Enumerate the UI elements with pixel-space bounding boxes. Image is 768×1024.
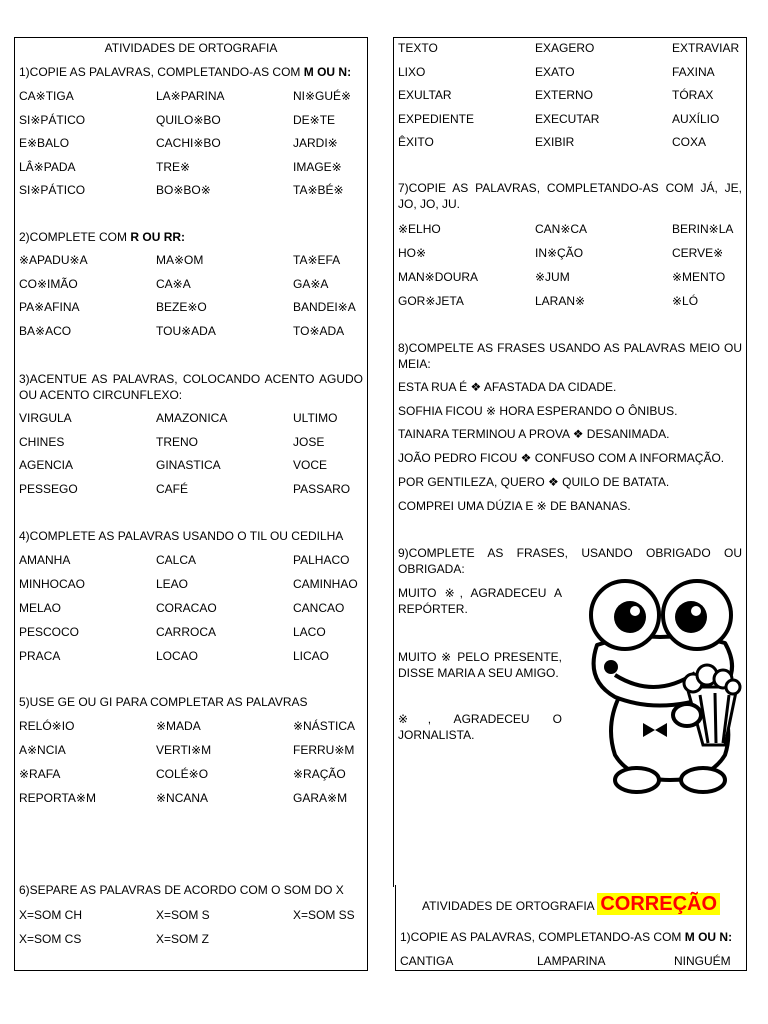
word-cell: CACHI※BO [156,136,221,150]
word-cell: X=SOM Z [156,932,210,946]
q2-instruction: 2)COMPLETE COM R OU RR: [19,230,186,244]
word-cell: TO※ADA [293,323,345,338]
word-cell: TEXTO [398,41,438,55]
word-row [398,270,742,284]
word-cell: CA※TIGA [19,89,74,103]
word-row [19,277,363,291]
word-row [19,183,363,197]
left-worksheet-panel [14,37,368,971]
word-cell: PESCOCO [19,625,80,639]
word-cell: ※NCANA [156,791,209,805]
word-row [398,222,742,236]
word-row [19,113,363,127]
word-cell: COXA [672,135,707,149]
word-cell: FAXINA [672,64,715,79]
word-cell: TÓRAX [672,88,714,102]
word-cell: TA※EFA [293,253,341,267]
q8-sentence: JOÃO PEDRO FICOU ❖ CONFUSO COM A INFORMAÇÃO. [398,451,725,466]
q9-sentence-1: MUITO ※, AGRADECEU A REPÓRTER. [398,586,562,616]
word-row [19,411,363,425]
left-header: ATIVIDADES DE ORTOGRAFIA [104,41,278,55]
word-cell: VIRGULA [19,411,72,425]
word-cell: TA※BÉ※ [293,183,344,197]
word-cell: CERVE※ [672,246,724,260]
word-cell: BANDEI※A [293,300,356,314]
word-cell: PRACA [19,649,61,663]
word-cell: PA※AFINA [19,300,80,314]
word-cell: X=SOM CS [19,932,82,946]
word-cell: DE※TE [293,112,336,127]
word-cell: PASSARO [293,481,351,496]
word-cell: GA※A [293,276,329,291]
word-cell: AMAZONICA [156,411,228,425]
word-row [398,41,742,55]
correction-word: NINGUÉM [674,954,731,968]
word-cell: IN※ÇÃO [535,246,584,260]
q4-instruction: 4)COMPLETE AS PALAVRAS USANDO O TIL OU CEDILHA [19,529,344,543]
word-row [19,553,363,567]
word-cell: ※JUM [535,270,570,284]
word-cell: ※MADA [156,719,201,733]
word-row [19,767,363,781]
word-cell: ※NÁSTICA [293,719,356,733]
q6-instruction: 6)SEPARE AS PALAVRAS DE ACORDO COM O SOM DO X [19,883,344,897]
word-cell: AMANHA [19,553,71,567]
word-cell: LÂ※PADA [19,159,76,174]
word-row [19,324,363,338]
word-cell: LEAO [156,577,189,591]
word-cell: ÊXITO [398,135,434,149]
word-row [19,89,363,103]
word-cell: PESSEGO [19,481,78,496]
correction-word: CANTIGA [400,954,454,968]
word-row [19,743,363,757]
word-cell: JARDI※ [293,136,338,150]
word-cell: LICAO [293,649,330,663]
word-cell: E※BALO [19,136,70,150]
q7-instruction: 7)COPIE AS PALAVRAS, COMPLETANDO-AS COM JÁ, JE, JO, JO, JU. [398,181,742,211]
q1-instruction: 1)COPIE AS PALAVRAS, COMPLETANDO-AS COM M OU N: [19,65,352,79]
word-cell: SI※PÁTICO [19,183,86,197]
word-row [19,458,363,472]
word-cell: CA※A [156,276,191,291]
q9-sentence-3: ※, AGRADECEU O JORNALISTA. [398,712,562,742]
word-cell: MA※OM [156,253,204,267]
word-row [19,719,363,733]
word-cell: IMAGE※ [293,159,342,174]
word-row [398,112,742,126]
word-cell: NI※GUÉ※ [293,89,352,103]
word-cell: AGENCIA [19,458,74,472]
q8-sentence: SOFHIA FICOU ※ HORA ESPERANDO O ÔNIBUS. [398,403,678,418]
word-row [19,160,363,174]
q8-sentence: POR GENTILEZA, QUERO ❖ QUILO DE BATATA. [398,474,670,489]
word-cell: COLÉ※O [156,767,209,781]
word-cell: CAN※CA [535,222,588,236]
word-cell: QUILO※BO [156,112,221,127]
word-row [19,435,363,449]
word-cell: TRENO [156,434,198,449]
correction-word-row [400,954,742,968]
word-row [398,135,742,149]
word-cell: A※NCIA [19,743,66,757]
word-cell: LACO [293,625,326,639]
word-row [19,300,363,314]
word-cell: EXECUTAR [535,111,600,126]
word-cell: EXIBIR [535,135,575,149]
word-cell: LIXO [398,64,426,79]
word-cell: VOCE [293,458,328,472]
word-cell: CORACAO [156,601,217,615]
word-cell: CHINES [19,434,65,449]
q9-instruction: 9)COMPLETE AS FRASES, USANDO OBRIGADO OU OBRIGADA: [398,546,742,576]
word-row [19,482,363,496]
word-row [19,791,363,805]
correction-panel [395,885,747,971]
word-cell: LARAN※ [535,294,586,308]
word-cell: SI※PÁTICO [19,112,86,127]
q9-sentence-2: MUITO ※ PELO PRESENTE, DISSE MARIA A SEU AMIGO. [398,650,562,680]
word-cell: X=SOM CH [19,908,83,922]
word-row [398,65,742,79]
word-cell: EXPEDIENTE [398,111,475,126]
word-cell: EXTRAVIAR [672,41,740,55]
word-cell: LOCAO [156,649,199,663]
q3-instruction: 3)ACENTUE AS PALAVRAS, COLOCANDO ACENTO AGUDO OU ACENTO CIRCUNFLEXO: [19,372,363,402]
word-cell: ULTIMO [293,411,338,425]
word-cell: EXAGERO [535,41,595,55]
word-cell: EXATO [535,64,575,79]
word-cell: BERIN※LA [672,222,734,236]
word-cell: MINHOCAO [19,577,85,591]
word-row [19,932,363,946]
word-cell: BEZE※O [156,300,207,314]
word-cell: AUXÍLIO [672,111,720,126]
word-cell: BA※ACO [19,323,72,338]
word-row [398,246,742,260]
word-row [19,649,363,663]
word-cell: ※ELHO [398,222,441,236]
word-cell: EXULTAR [398,88,452,102]
q8-sentence: TAINARA TERMINOU A PROVA ❖ DESANIMADA. [398,427,670,442]
word-cell: CAFÉ [156,481,189,496]
word-cell: FERRU※M [293,743,355,757]
word-cell: X=SOM SS [293,908,355,922]
word-cell: MELAO [19,601,62,615]
correction-header: ATIVIDADES DE ORTOGRAFIA CORREÇÃO [400,897,742,913]
frog-illustration [575,575,745,795]
word-row [398,88,742,102]
word-cell: EXTERNO [535,88,594,102]
word-cell: ※RAFA [19,767,61,781]
word-cell: CARROCA [156,625,217,639]
word-cell: ※APADU※A [19,253,88,267]
word-cell: GOR※JETA [398,294,464,308]
word-cell: BO※BO※ [156,183,211,197]
word-cell: TOU※ADA [156,323,216,338]
word-cell: VERTI※M [156,743,212,757]
correction-q1-instruction: 1)COPIE AS PALAVRAS, COMPLETANDO-AS COM M OU N: [400,930,733,944]
word-cell: GARA※M [293,791,348,805]
q5-instruction: 5)USE GE OU GI PARA COMPLETAR AS PALAVRAS [19,695,308,709]
q8-sentence: ESTA RUA É ❖ AFASTADA DA CIDADE. [398,380,617,394]
correction-word: LAMPARINA [537,954,606,968]
word-row [19,577,363,591]
word-row [19,625,363,639]
word-cell: REPORTA※M [19,791,96,805]
word-cell: CAMINHAO [293,577,358,591]
word-cell: MAN※DOURA [398,270,479,284]
word-cell: ※LÓ [672,294,699,308]
word-cell: HO※ [398,246,427,260]
word-cell: LA※PARINA [156,89,225,103]
word-cell: CALCA [156,553,197,567]
word-cell: JOSE [293,434,325,449]
word-row [19,136,363,150]
word-cell: ※MENTO [672,270,726,284]
word-cell: GINASTICA [156,458,221,472]
word-cell: CANCAO [293,601,345,615]
word-cell: RELÓ※IO [19,719,75,733]
word-cell: X=SOM S [156,908,210,922]
correction-badge: CORREÇÃO [597,893,720,915]
word-row [19,253,363,267]
word-cell: TRE※ [156,159,191,174]
word-cell: ※RAÇÃO [293,767,346,781]
q8-instruction: 8)COMPELTE AS FRASES USANDO AS PALAVRAS MEIO OU MEIA: [398,341,742,371]
word-row [19,601,363,615]
word-cell: PALHACO [293,553,350,567]
q8-sentence: COMPREI UMA DÚZIA E ※ DE BANANAS. [398,498,631,513]
word-row [19,908,363,922]
word-row [398,294,742,308]
word-cell: CO※IMÃO [19,276,78,291]
